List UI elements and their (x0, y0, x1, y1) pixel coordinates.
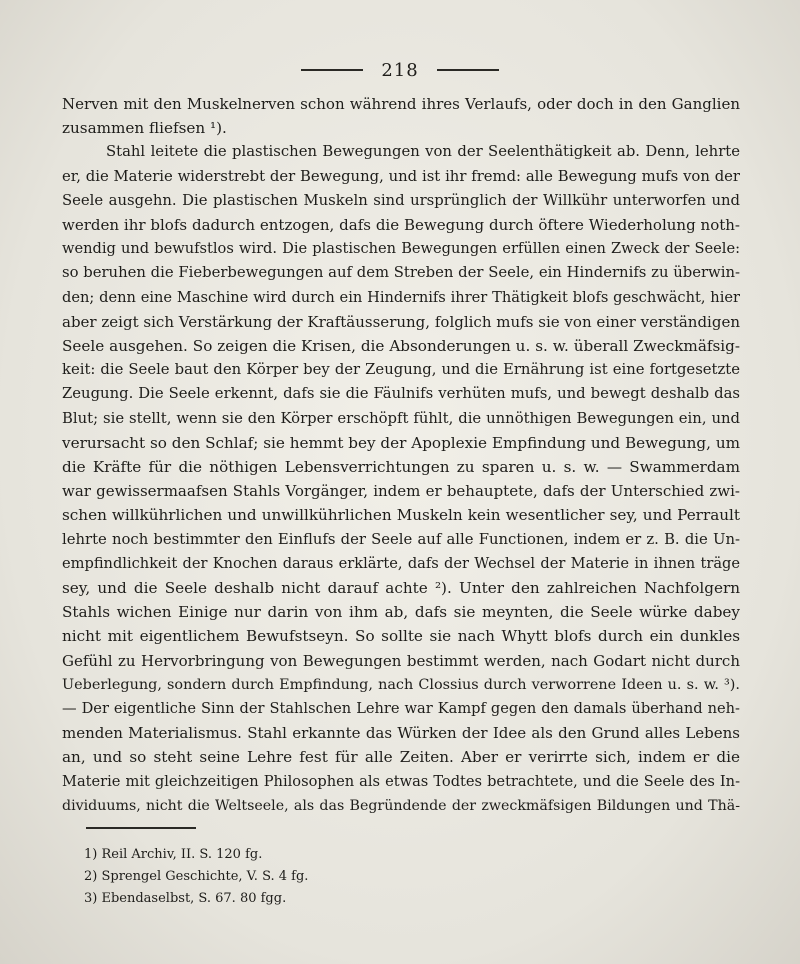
text-line: schen willkührlichen und unwillkührlichen Muskeln kein wesentlicher sey, und Perrault (62, 506, 740, 525)
text-line: Blut; sie stellt, wenn sie den Körper erschöpft fühlt, die unnöthigen Bewegungen ein, und (62, 409, 740, 427)
text-line: Gefühl zu Hervorbringung von Bewegungen bestimmt werden, nach Godart nicht durch (62, 651, 740, 670)
text-line: — Der eigentliche Sinn der Stahlschen Lehre war Kampf gegen den damals überhand neh- (62, 700, 740, 718)
text-line: verursacht so den Schlaf; sie hemmt bey der Apoplexie Empfindung und Bewegung, um (62, 433, 740, 452)
text-line: Materie mit gleichzeitigen Philosophen als etwas Todtes betrachtete, und die Seele des In- (62, 772, 740, 790)
text-line: werden ihr blofs dadurch entzogen, dafs die Bewegung durch öftere Wiederholung noth- (62, 216, 740, 235)
text-line: Nerven mit den Muskelnerven schon während ihres Verlaufs, oder doch in den Ganglien (62, 95, 740, 113)
text-line: Stahl leitete die plastischen Bewegungen von der Seelenthätigkeit ab. Denn, lehrte (106, 143, 740, 161)
text-line: dividuums, nicht die Weltseele, als das Begründende der zweckmäfsigen Bildungen und Thä- (62, 797, 740, 814)
text-line: Seele ausgehn. Die plastischen Muskeln sind ursprünglich der Willkühr unterworfen und (62, 191, 740, 209)
text-line: an, und so steht seine Lehre fest für alle Zeiten. Aber er verirrte sich, indem er die (62, 748, 740, 767)
header-rule-right (437, 69, 499, 71)
text-line: sey, und die Seele deshalb nicht darauf achte ²). Unter den zahlreichen Nachfolgern (62, 579, 740, 598)
header-rule-left (301, 69, 363, 71)
footnote-separator (86, 827, 196, 829)
text-line: zusammen fliefsen ¹). (62, 119, 227, 138)
text-line: aber zeigt sich Verstärkung der Kraftäusserung, folglich mufs sie von einer verständigen (62, 312, 740, 331)
page-header (0, 58, 800, 82)
text-line: den; denn eine Maschine wird durch ein Hindernifs ihrer Thätigkeit blofs geschwächt, hier (62, 288, 740, 306)
text-line: Seele ausgehen. So zeigen die Krisen, die Absonderungen u. s. w. überall Zweckmäfsig- (62, 337, 740, 356)
text-line: nicht mit eigentlichem Bewufstseyn. So sollte sie nach Whytt blofs durch ein dunkles (62, 627, 740, 646)
footnote: 3) Ebendaselbst, S. 67. 80 fgg. (84, 891, 287, 906)
text-line: menden Materialismus. Stahl erkannte das Würken der Idee als den Grund alles Lebens (62, 724, 740, 743)
text-line: war gewissermaafsen Stahls Vorgänger, indem er behauptete, dafs der Unterschied zwi- (62, 482, 740, 501)
footnote: 2) Sprengel Geschichte, V. S. 4 fg. (84, 869, 309, 884)
text-line: Ueberlegung, sondern durch Empfindung, nach Clossius durch verworrene Ideen u. s. w. ³). (62, 676, 740, 693)
text-line: empfindlichkeit der Knochen daraus erklärte, dafs der Wechsel der Materie in ihnen träge (62, 554, 740, 572)
page-number: 218 (381, 59, 419, 81)
text-line: Zeugung. Die Seele erkennt, dafs sie die Fäulnifs verhüten mufs, und bewegt deshalb das (62, 385, 740, 403)
text-line: so beruhen die Fieberbewegungen auf dem Streben der Seele, ein Hindernifs zu überwin- (62, 264, 740, 282)
text-line: wendig und bewufstlos wird. Die plastischen Bewegungen erfüllen einen Zweck der Seele: (62, 240, 740, 258)
footnote: 1) Reil Archiv, II. S. 120 fg. (84, 847, 263, 862)
text-line: lehrte noch bestimmter den Einflufs der Seele auf alle Functionen, indem er z. B. die Un- (62, 530, 740, 548)
body-text (62, 92, 740, 818)
text-line: die Kräfte für die nöthigen Lebensverrichtungen zu sparen u. s. w. — Swammerdam (62, 458, 740, 477)
text-line: Stahls wichen Einige nur darin von ihm ab, dafs sie meynten, die Seele würke dabey (62, 603, 740, 622)
text-line: er, die Materie widerstrebt der Bewegung, und ist ihr fremd: alle Bewegung mufs von der (62, 167, 740, 185)
footnotes (84, 844, 484, 910)
text-line: keit: die Seele baut den Körper bey der Zeugung, und die Ernährung ist eine fortgesetzte (62, 361, 740, 379)
